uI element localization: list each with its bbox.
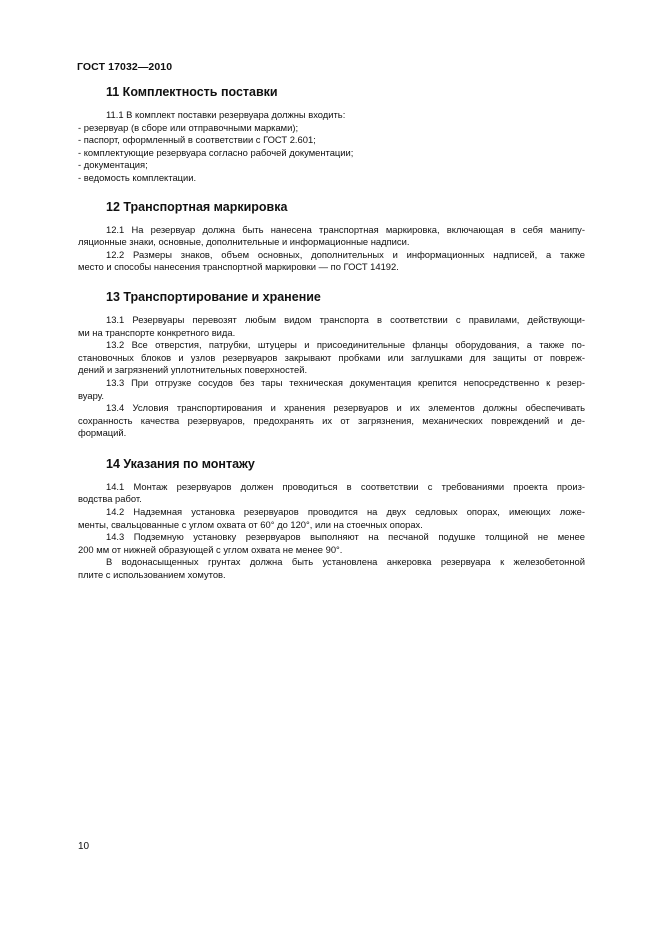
list-item: - комплектующие резервуара согласно рабочей документации;: [78, 146, 354, 158]
paragraph-line: 200 мм от нижней образующей с углом охвата не менее 90°.: [78, 543, 343, 555]
section-11: [78, 84, 585, 185]
section-title: 14 Указания по монтажу: [106, 456, 255, 471]
paragraph-line: менты, свальцованные с углом охвата от 60° до 120°, или на стоечных опорах.: [78, 518, 423, 530]
document-header: ГОСТ 17032—2010: [77, 61, 173, 73]
document-body: [78, 84, 585, 582]
section-body: [78, 224, 585, 274]
paragraph-line: 13.2 Все отверстия, патрубки, штуцеры и присоединительные фланцы оборудования, а также по-: [106, 339, 585, 351]
list-item: - ведомость комплектации.: [78, 171, 197, 183]
paragraph-line: 14.3 Подземную установку резервуаров выполняют на песчаной подушке толщиной не менее: [106, 531, 585, 543]
paragraph-line: 12.1 На резервуар должна быть нанесена транспортная маркировка, включающая в себя манипу-: [106, 223, 585, 235]
section-13: [78, 289, 585, 440]
paragraph-line: становочных блоков и узлов резервуаров закрывают пробками или заглушками для защиты от повреж-: [78, 351, 585, 363]
paragraph-line: сохранность качества резервуаров, предохранять их от загрязнения, механических повреждений и де-: [78, 414, 585, 426]
paragraph-line: формаций.: [78, 427, 127, 439]
section-body: [78, 109, 585, 185]
paragraph-line: 14.1 Монтаж резервуаров должен проводиться в соответствии с требованиями проекта произ-: [106, 480, 585, 492]
paragraph-line: вуару.: [78, 389, 105, 401]
paragraph-line: 11.1 В комплект поставки резервуара должны входить:: [106, 109, 346, 120]
paragraph-line: 13.4 Условия транспортирования и хранения резервуаров и их элементов должны обеспечивать: [106, 402, 585, 414]
section-title: 12 Транспортная маркировка: [106, 199, 288, 214]
paragraph-line: место и способы нанесения транспортной маркировки — по ГОСТ 14192.: [78, 261, 399, 273]
section-body: [78, 314, 585, 440]
paragraph-line: В водонасыщенных грунтах должна быть установлена анкеровка резервуара к железобетонной: [106, 556, 585, 568]
list-item: - резервуар (в сборе или отправочными марками);: [78, 121, 299, 133]
paragraph-line: 13.1 Резервуары перевозят любым видом транспорта в соответствии с правилами, действующи-: [106, 313, 585, 325]
section-title: 13 Транспортирование и хранение: [106, 289, 321, 304]
paragraph-line: дений и загрязнений уплотнительных поверхностей.: [78, 364, 308, 376]
paragraph-line: 12.2 Размеры знаков, объем основных, дополнительных и информационных надписей, а также: [106, 248, 585, 260]
paragraph-line: ляционные знаки, основные, дополнительные и информационные надписи.: [78, 236, 410, 248]
list-item: - паспорт, оформленный в соответствии с ГОСТ 2.601;: [78, 134, 316, 146]
section-14: [78, 456, 585, 582]
paragraph-line: 13.3 При отгрузке сосудов без тары техническая документация крепится непосредственно к резер-: [106, 376, 585, 388]
section-body: [78, 481, 585, 582]
list-item: - документация;: [78, 159, 148, 171]
paragraph-line: 14.2 Надземная установка резервуаров проводится на двух седловых опорах, имеющих ложе-: [106, 506, 585, 518]
section-title: 11 Комплектность поставки: [106, 85, 278, 99]
page-number: 10: [78, 841, 90, 852]
paragraph-line: водства работ.: [78, 493, 142, 505]
paragraph-line: ми на транспорте конкретного вида.: [78, 326, 236, 338]
section-12: [78, 199, 585, 274]
paragraph-line: плите с использованием хомутов.: [78, 569, 226, 581]
